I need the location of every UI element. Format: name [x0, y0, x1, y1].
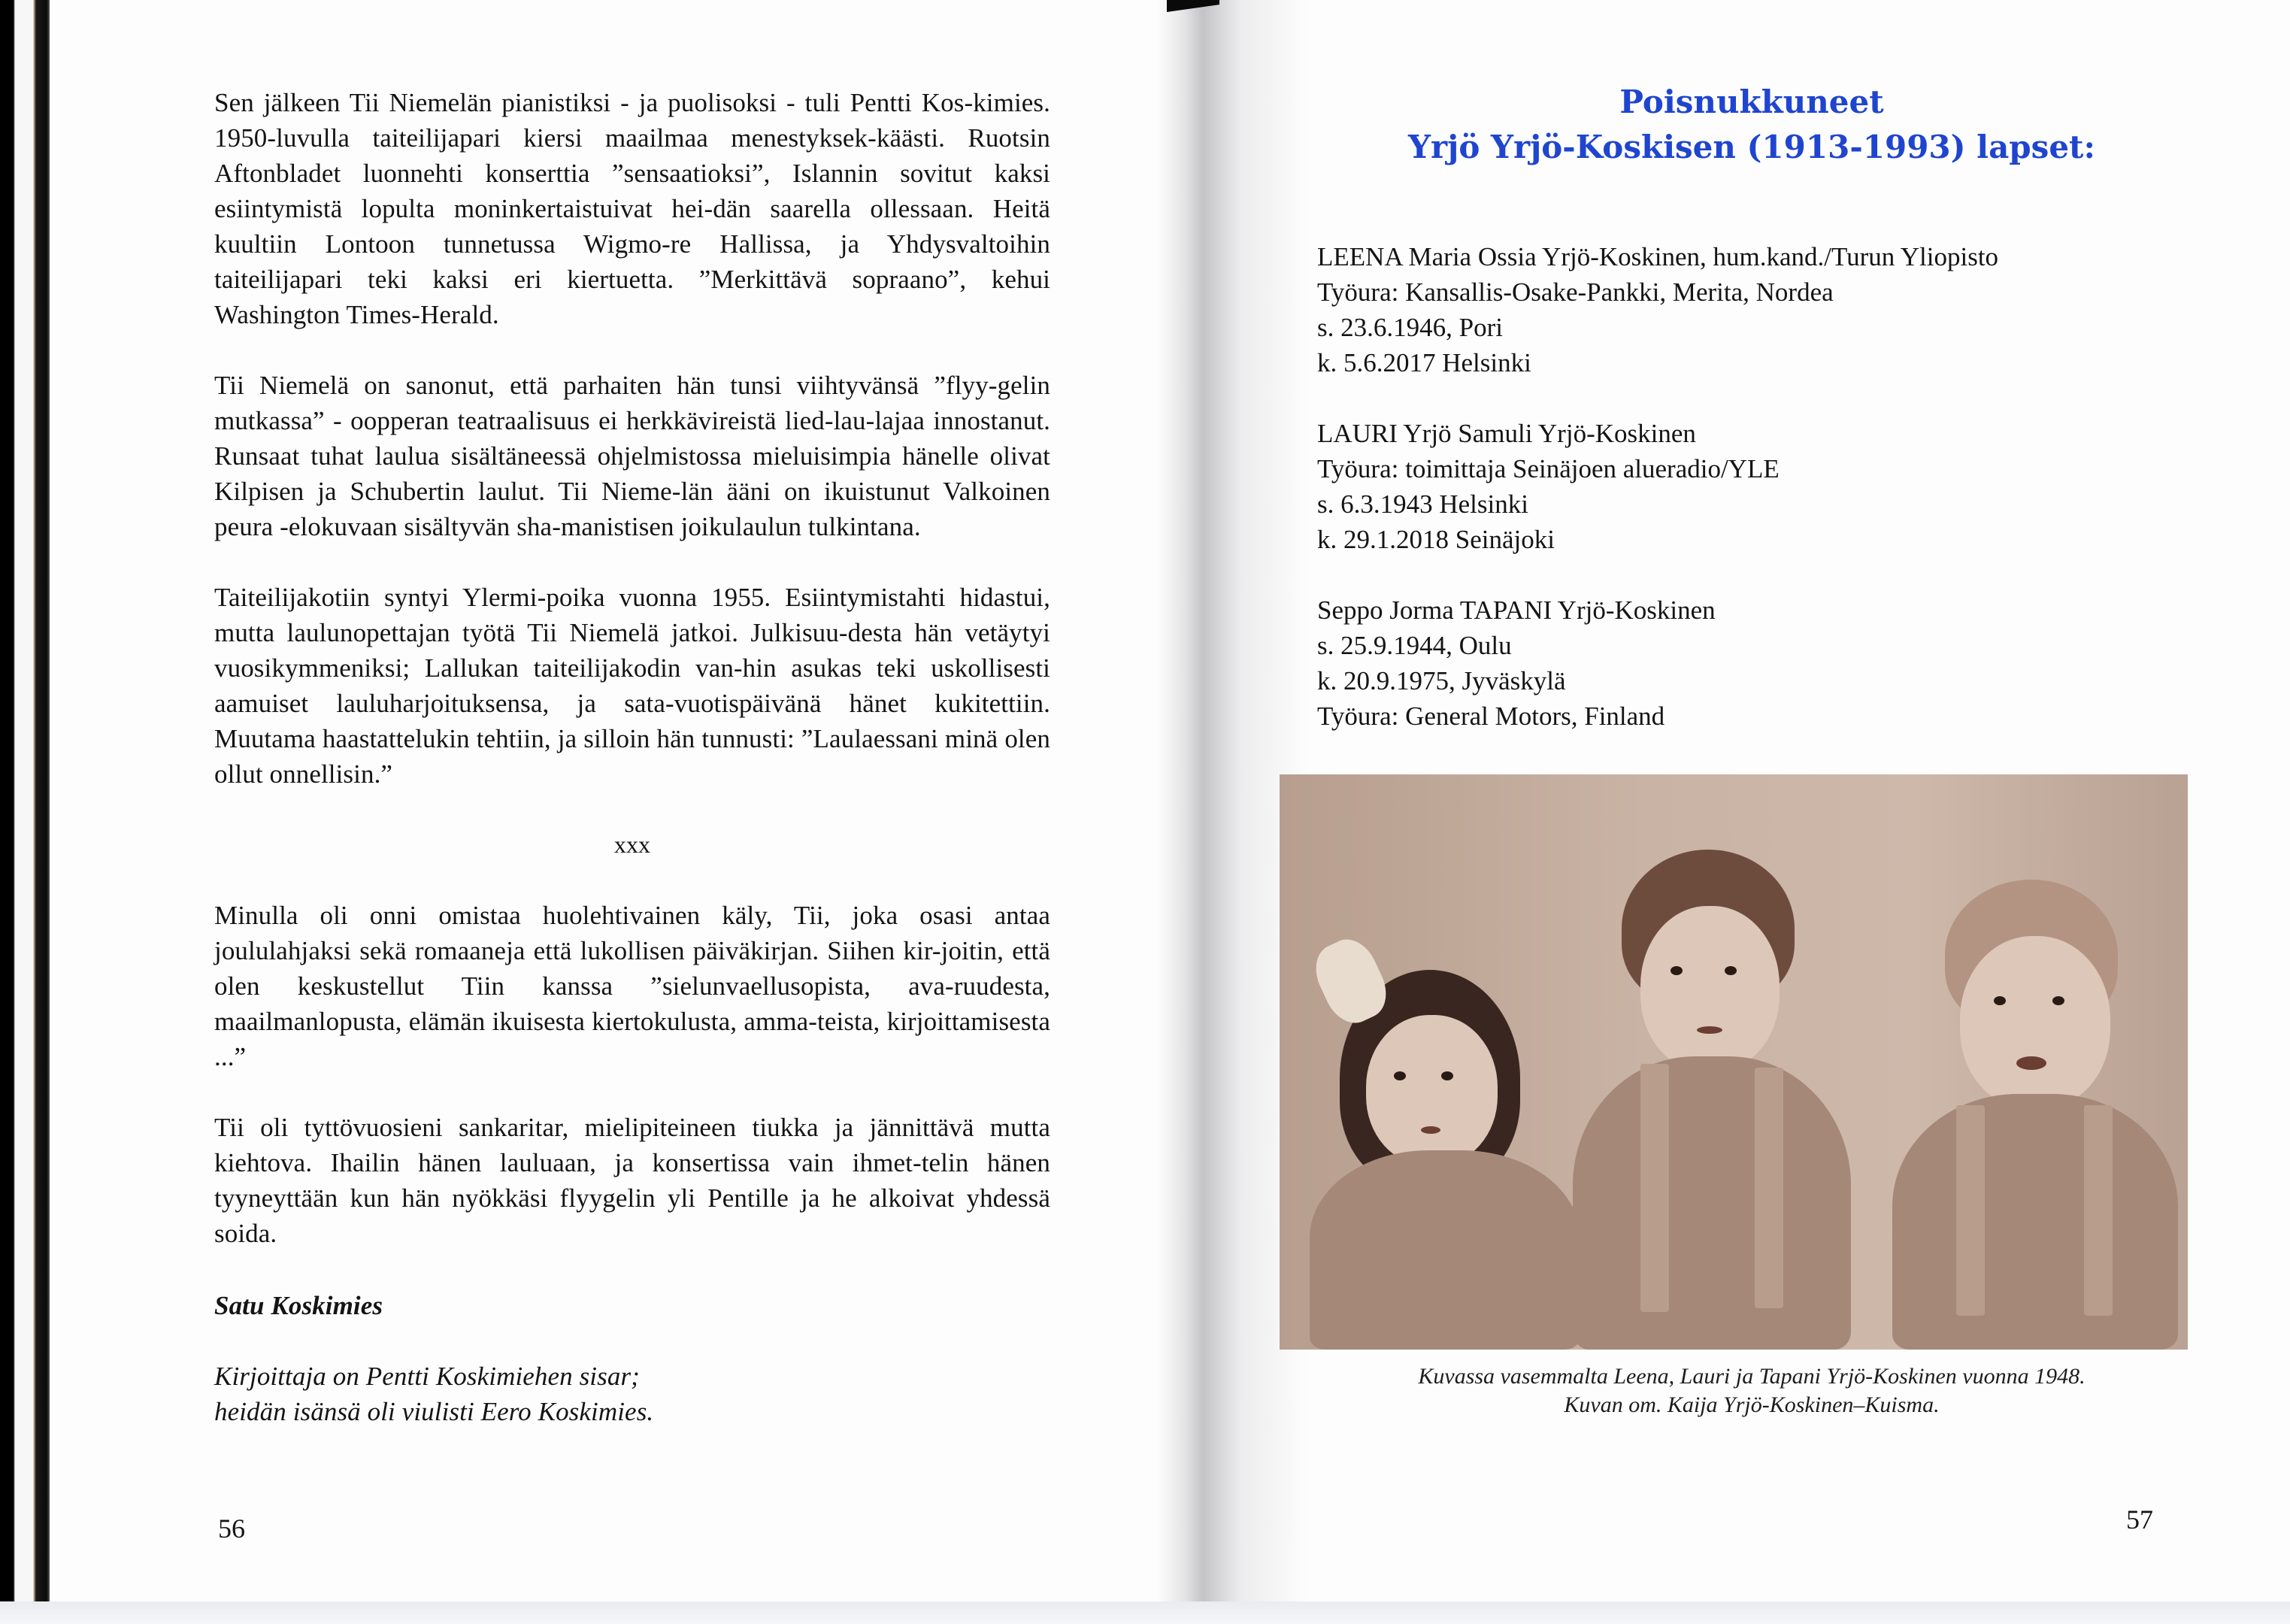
photo-child-right — [1881, 880, 2182, 1350]
entry-line: Työura: toimittaja Seinäjoen alueradio/YLE — [1317, 454, 1780, 483]
author-note-line: heidän isänsä oli viulisti Eero Koskimies. — [214, 1397, 654, 1426]
paragraph: Minulla oli onni omistaa huolehtivainen käly, Tii, joka osasi antaa joululahjaksi sekä romaaneja että lukollisen päiväkirjan. Siihen kir-joitin, että olen keskustellut Tiin kanssa ”sielunvaellusopista, ava-ruudesta, maailmanlopusta, elämän ikuisesta kiertokulusta, amma-teista, kirjoittamisesta ...” — [214, 901, 1050, 1071]
entry-line: k. 20.9.1975, Jyväskylä — [1317, 666, 1566, 695]
child-entry-lauri — [1317, 416, 2182, 557]
children-list — [1317, 239, 2182, 769]
family-photo — [1280, 774, 2188, 1350]
entry-line: Työura: General Motors, Finland — [1317, 701, 1665, 731]
entry-line: Työura: Kansallis-Osake-Pankki, Merita, Nordea — [1317, 277, 1834, 307]
paragraph: Tii Niemelä on sanonut, että parhaiten hän tunsi viihtyvänsä ”flyy-gelin mutkassa” - oopperan teatraalisuus ei herkkävireistä lied-lau-lajaa innostanut. Runsaat tuhat laulua sisältäneessä ohjelmistossa mieluisimpia hänelle olivat Kilpisen ja Schubertin laulut. Tii Nieme-län ääni on ikuistunut Valkoinen peura -elokuvaan sisältyvän sha-manistisen joikulaulun tulkintana. — [214, 371, 1050, 541]
article-body — [214, 85, 1050, 1429]
page-number: 57 — [2126, 1504, 2153, 1535]
entry-line: s. 25.9.1944, Oulu — [1317, 631, 1512, 660]
photo-child-middle — [1558, 842, 1858, 1350]
child-entry-tapani — [1317, 592, 2182, 734]
author-signature: Satu Koskimies — [214, 1291, 383, 1320]
entry-name: Seppo Jorma TAPANI Yrjö-Koskinen — [1317, 595, 1716, 625]
page-heading — [1278, 80, 2225, 170]
right-page — [1233, 0, 2290, 1601]
entry-line: k. 5.6.2017 Helsinki — [1317, 348, 1531, 377]
entry-name: LEENA Maria Ossia Yrjö-Koskinen, hum.kand./Turun Yliopisto — [1317, 242, 1999, 271]
book-cover-edge — [0, 0, 50, 1624]
caption-line: Kuvan om. Kaija Yrjö-Koskinen–Kuisma. — [1564, 1392, 1940, 1417]
heading-line: Yrjö Yrjö-Koskisen (1913-1993) lapset: — [1408, 129, 2095, 165]
photo-caption — [1263, 1362, 2240, 1419]
left-page — [50, 0, 1162, 1601]
paragraph: Tii oli tyttövuosieni sankaritar, mielipiteineen tiukka ja jännittävä mutta kiehtova. Ihailin hänen lauluaan, ja konsertissa vain ihmet-telin hänen tyyneyttään kun hän nyökkäsi flyygelin yli Pentille ja he alkoivat yhdessä soida. — [214, 1113, 1050, 1248]
heading-line: Poisnukkuneet — [1619, 83, 1884, 120]
entry-line: k. 29.1.2018 Seinäjoki — [1317, 525, 1555, 554]
paragraph: Taiteilijakotiin syntyi Ylermi-poika vuonna 1955. Esiintymistahti hidastui, mutta laulunopettajan työtä Tii Niemelä jatkoi. Julkisuu-desta hän vetäytyi vuosikymmeniksi; Lallukan taiteilijakodin van-hin asukas teki uskollisesti aamuiset lauluharjoituksensa, ja sata-vuotispäivänä hänet kukitettiin. Muutama haastattelukin tehtiin, ja silloin hän tunnusti: ”Laulaessani minä olen ollut onnellisin.” — [214, 583, 1050, 789]
page-number: 56 — [218, 1513, 245, 1544]
scan-background — [0, 1601, 2290, 1624]
caption-line: Kuvassa vasemmalta Leena, Lauri ja Tapani Yrjö-Koskinen vuonna 1948. — [1418, 1364, 2086, 1389]
section-separator: xxx — [613, 831, 651, 858]
entry-line: s. 23.6.1946, Pori — [1317, 313, 1503, 342]
child-entry-leena — [1317, 239, 2182, 380]
paragraph: Sen jälkeen Tii Niemelän pianistiksi - ja puolisoksi - tuli Pentti Kos-kimies. 1950-luvulla taiteilijapari kiersi maailmaa menestyksek-käästi. Ruotsin Aftonbladet luonnehti konserttia ”sensaatioksi”, Islannin sovitut kaksi esiintymistä lopulta moninkertaistuivat hei-dän saarella ollessaan. Heitä kuultiin Lontoon tunnetussa Wigmo-re Hallissa, ja Yhdysvaltoihin taiteilijapari teki kaksi eri kiertuetta. ”Merkittävä sopraano”, kehui Washington Times-Herald. — [214, 88, 1050, 329]
entry-name: LAURI Yrjö Samuli Yrjö-Koskinen — [1317, 419, 1696, 448]
entry-line: s. 6.3.1943 Helsinki — [1317, 489, 1528, 519]
author-note-line: Kirjoittaja on Pentti Koskimiehen sisar; — [214, 1362, 640, 1391]
